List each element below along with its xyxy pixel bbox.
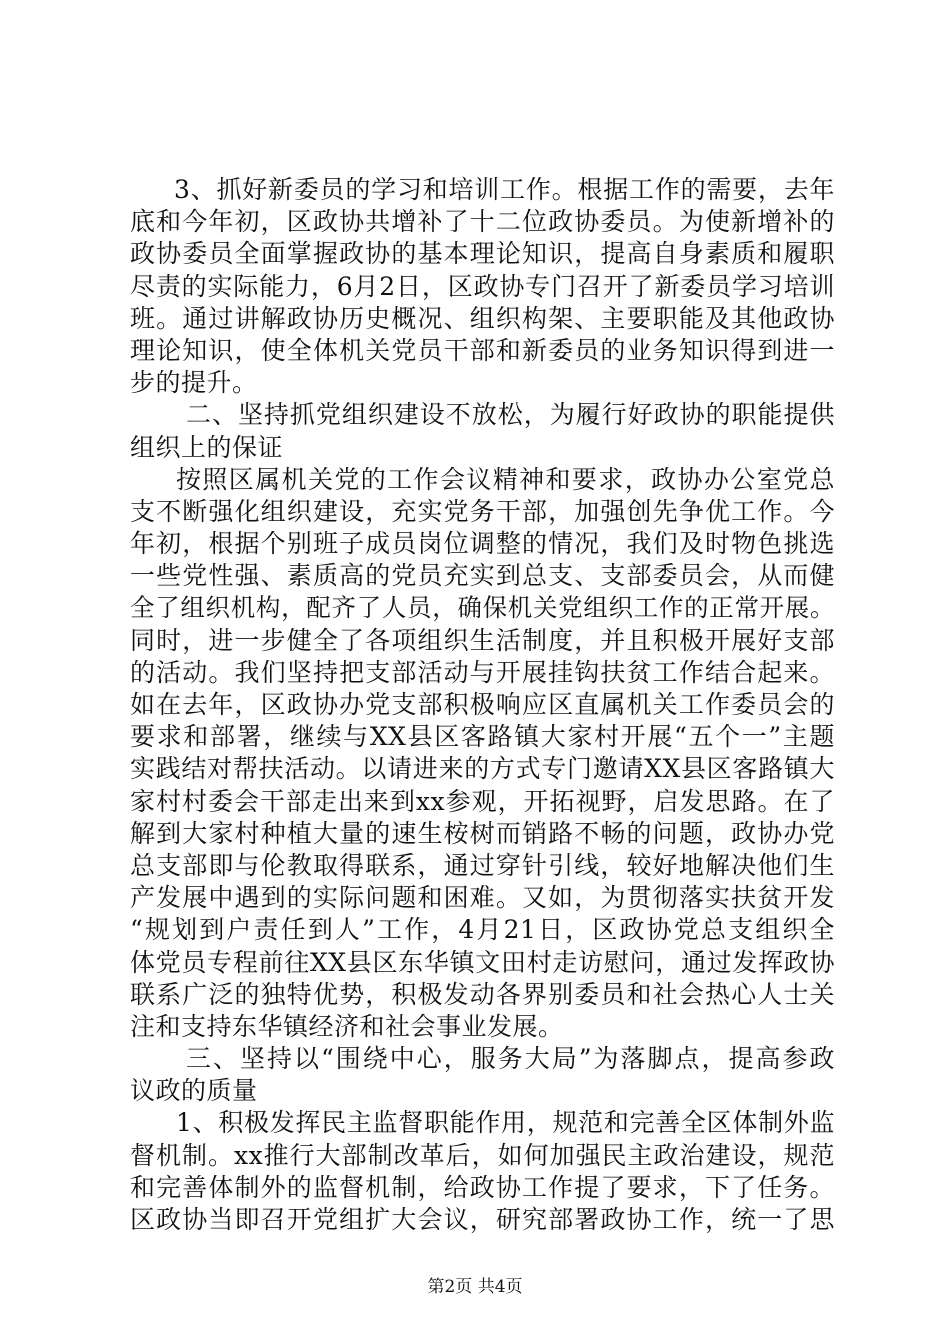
text-line: 的活动。我们坚持把支部活动与开展挂钩扶贫工作结合起来。	[130, 657, 835, 687]
text-line: 注和支持东华镇经济和社会事业发展。	[130, 1011, 564, 1041]
text-line: 按照区属机关党的工作会议精神和要求，政协办公室党总	[176, 464, 835, 494]
text-line: 3、抓好新委员的学习和培训工作。根据工作的需要，去年	[174, 175, 835, 204]
text-line: 区政协当即召开党组扩大会议，研究部署政协工作，统一了思	[130, 1205, 835, 1234]
text-line: 理论知识，使全体机关党员干部和新委员的业务知识得到进一	[130, 335, 835, 365]
text-line: 和完善体制外的监督机制，给政协工作提了要求，下了任务。	[130, 1172, 835, 1202]
text-line: 产发展中遇到的实际问题和困难。又如，为贯彻落实扶贫开发	[130, 883, 835, 913]
text-line: 底和今年初，区政协共增补了十二位政协委员。为使新增补的	[130, 207, 835, 237]
text-line: 家村村委会干部走出来到xx参观，开拓视野，启发思路。在了	[130, 786, 835, 816]
text-line: 体党员专程前往XX县区东华镇文田村走访慰问，通过发挥政协	[130, 947, 835, 977]
text-line: 1、积极发挥民主监督职能作用，规范和完善全区体制外监	[176, 1108, 835, 1138]
text-line: 同时，进一步健全了各项组织生活制度，并且积极开展好支部	[130, 625, 835, 655]
text-line: 要求和部署，继续与XX县区客路镇大家村开展“五个一”主题	[130, 722, 835, 752]
text-line: “规划到户责任到人”工作，4月21日，区政协党总支组织全	[130, 915, 835, 945]
text-line: 督机制。xx推行大部制改革后，如何加强民主政治建设，规范	[130, 1140, 835, 1170]
document-body	[130, 174, 835, 1236]
text-line: 联系广泛的独特优势，积极发动各界别委员和社会热心人士关	[130, 979, 835, 1009]
section-heading: 议政的质量	[130, 1076, 258, 1106]
text-line: 支不断强化组织建设，充实党务干部，加强创先争优工作。今	[130, 496, 835, 526]
text-line: 实践结对帮扶活动。以请进来的方式专门邀请XX县区客路镇大	[130, 754, 835, 784]
text-line: 尽责的实际能力，6月2日，区政协专门召开了新委员学习培训	[130, 271, 835, 301]
section-heading: 组织上的保证	[130, 432, 284, 462]
text-line: 班。通过讲解政协历史概况、组织构架、主要职能及其他政协	[130, 303, 835, 333]
text-line: 一些党性强、素质高的党员充实到总支、支部委员会，从而健	[130, 561, 835, 591]
text-line: 解到大家村种植大量的速生桉树而销路不畅的问题，政协办党	[130, 818, 835, 848]
section-heading: 二、坚持抓党组织建设不放松，为履行好政协的职能提供	[186, 400, 835, 430]
section-heading: 三、坚持以“围绕中心，服务大局”为落脚点，提高参政	[186, 1044, 835, 1074]
page-number: 第2页 共4页	[427, 1277, 523, 1297]
text-line: 如在去年，区政协办党支部积极响应区直属机关工作委员会的	[130, 690, 835, 719]
text-line: 政协委员全面掌握政协的基本理论知识，提高自身素质和履职	[130, 239, 835, 269]
text-line: 总支部即与伦教取得联系，通过穿针引线，较好地解决他们生	[130, 850, 835, 880]
text-line: 步的提升。	[130, 368, 258, 398]
text-line: 年初，根据个别班子成员岗位调整的情况，我们及时物色挑选	[130, 529, 835, 559]
text-line: 全了组织机构，配齐了人员，确保机关党组织工作的正常开展。	[130, 593, 835, 623]
